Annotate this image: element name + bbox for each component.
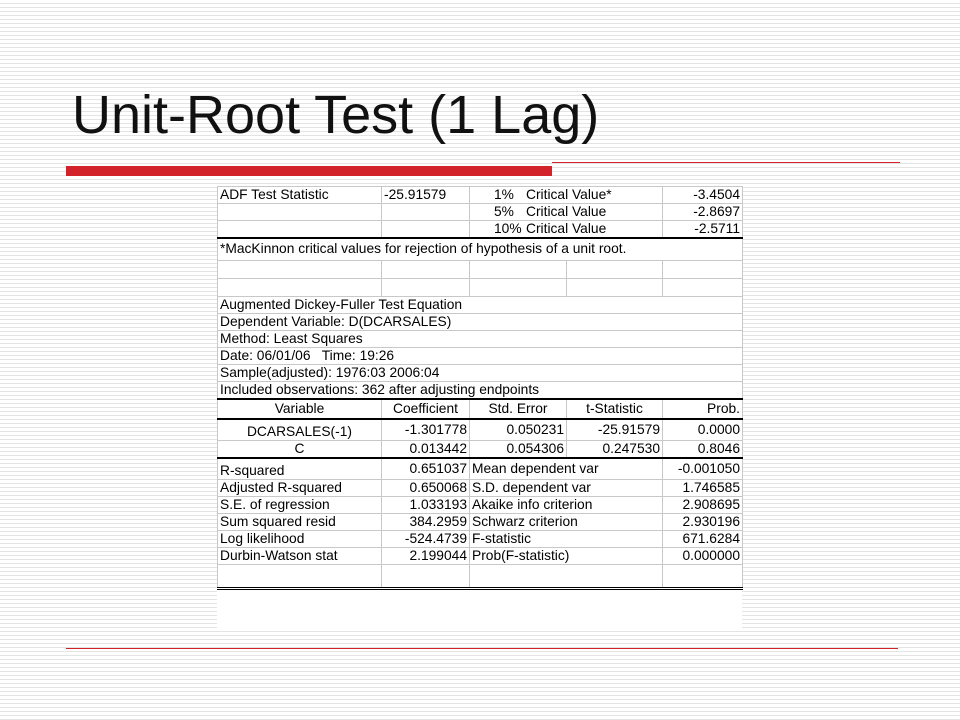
method-row bbox=[218, 330, 743, 347]
stat-label: Adjusted R-squared bbox=[218, 479, 382, 496]
stat-value-2: 671.6284 bbox=[663, 530, 743, 547]
adf-row bbox=[218, 187, 743, 204]
coef-variable: C bbox=[218, 440, 382, 458]
included-observations: Included observations: 362 after adjusting endpoints bbox=[218, 381, 743, 399]
coef-row bbox=[218, 440, 743, 458]
stat-label-2: Mean dependent var bbox=[470, 458, 663, 480]
stat-label: Durbin-Watson stat bbox=[218, 547, 382, 564]
coef-variable: DCARSALES(-1) bbox=[218, 419, 382, 441]
coef-t-stat: 0.247530 bbox=[567, 440, 663, 458]
title-rule bbox=[552, 162, 900, 163]
stat-label: Sum squared resid bbox=[218, 513, 382, 530]
stats-row bbox=[218, 513, 743, 530]
crit-1-name: Critical Value* bbox=[526, 187, 612, 202]
stat-label-2: Schwarz criterion bbox=[470, 513, 663, 530]
stat-value-2: 2.930196 bbox=[663, 513, 743, 530]
header-t-statistic: t-Statistic bbox=[567, 399, 663, 419]
stat-value: -524.4739 bbox=[382, 530, 470, 547]
stat-value: 2.199044 bbox=[382, 547, 470, 564]
stats-row bbox=[218, 458, 743, 480]
crit-3-value: -2.5711 bbox=[663, 221, 743, 239]
crit-2-cell bbox=[470, 204, 663, 221]
stats-row bbox=[218, 479, 743, 496]
dependent-var-row bbox=[218, 313, 743, 330]
crit-1-value: -3.4504 bbox=[663, 187, 743, 204]
header-prob: Prob. bbox=[663, 399, 743, 419]
crit-1-level: 1% bbox=[494, 187, 514, 202]
crit-3-name: Critical Value bbox=[526, 221, 607, 236]
sample-row bbox=[218, 364, 743, 381]
stat-label: R-squared bbox=[218, 458, 382, 480]
title-underline-bar bbox=[66, 166, 552, 176]
eviews-output-table bbox=[217, 186, 742, 630]
note-row bbox=[218, 238, 743, 260]
header-variable: Variable bbox=[218, 399, 382, 419]
stats-row bbox=[218, 530, 743, 547]
coef-prob: 0.8046 bbox=[663, 440, 743, 458]
stat-value: 1.033193 bbox=[382, 496, 470, 513]
stat-label-2: Akaike info criterion bbox=[470, 496, 663, 513]
date-time: Date: 06/01/06 Time: 19:26 bbox=[218, 347, 743, 364]
adf-label: ADF Test Statistic bbox=[218, 187, 382, 204]
crit-2-name: Critical Value bbox=[526, 204, 607, 219]
coef-row bbox=[218, 419, 743, 441]
stats-row bbox=[218, 547, 743, 564]
header-std-error: Std. Error bbox=[470, 399, 567, 419]
method: Method: Least Squares bbox=[218, 330, 743, 347]
stat-value: 384.2959 bbox=[382, 513, 470, 530]
stat-label: Log likelihood bbox=[218, 530, 382, 547]
coef-t-stat: -25.91579 bbox=[567, 419, 663, 441]
stat-value: 0.650068 bbox=[382, 479, 470, 496]
blank-row bbox=[218, 260, 743, 278]
coef-value: -1.301778 bbox=[382, 419, 470, 441]
date-row bbox=[218, 347, 743, 364]
stats-row bbox=[218, 496, 743, 513]
crit-3-cell bbox=[470, 221, 663, 239]
sample: Sample(adjusted): 1976:03 2006:04 bbox=[218, 364, 743, 381]
coef-std-error: 0.054306 bbox=[470, 440, 567, 458]
slide-title: Unit-Root Test (1 Lag) bbox=[72, 85, 600, 145]
stat-label-2: S.D. dependent var bbox=[470, 479, 663, 496]
crit-2-level: 5% bbox=[494, 204, 514, 219]
dependent-variable: Dependent Variable: D(DCARSALES) bbox=[218, 313, 743, 330]
stat-value-2: 0.000000 bbox=[663, 547, 743, 564]
crit-row-5 bbox=[218, 204, 743, 221]
equation-title-row bbox=[218, 296, 743, 313]
stat-value-2: 1.746585 bbox=[663, 479, 743, 496]
header-coefficient: Coefficient bbox=[382, 399, 470, 419]
mackinnon-note: *MacKinnon critical values for rejection of hypothesis of a unit root. bbox=[218, 238, 743, 260]
obs-row bbox=[218, 381, 743, 399]
adf-results-grid bbox=[217, 186, 743, 590]
stat-label: S.E. of regression bbox=[218, 496, 382, 513]
crit-3-level: 10% bbox=[494, 221, 522, 236]
coef-prob: 0.0000 bbox=[663, 419, 743, 441]
coef-std-error: 0.050231 bbox=[470, 419, 567, 441]
footer-rule bbox=[66, 648, 898, 649]
crit-row-10 bbox=[218, 221, 743, 239]
crit-1-cell bbox=[470, 187, 663, 204]
coef-header-row bbox=[218, 399, 743, 419]
stat-label-2: Prob(F-statistic) bbox=[470, 547, 663, 564]
coef-value: 0.013442 bbox=[382, 440, 470, 458]
equation-title: Augmented Dickey-Fuller Test Equation bbox=[218, 296, 743, 313]
stat-value: 0.651037 bbox=[382, 458, 470, 480]
stat-value-2: -0.001050 bbox=[663, 458, 743, 480]
table-end-row bbox=[218, 564, 743, 588]
crit-2-value: -2.8697 bbox=[663, 204, 743, 221]
adf-statistic: -25.91579 bbox=[382, 187, 470, 204]
stat-label-2: F-statistic bbox=[470, 530, 663, 547]
stat-value-2: 2.908695 bbox=[663, 496, 743, 513]
blank-row bbox=[218, 278, 743, 296]
